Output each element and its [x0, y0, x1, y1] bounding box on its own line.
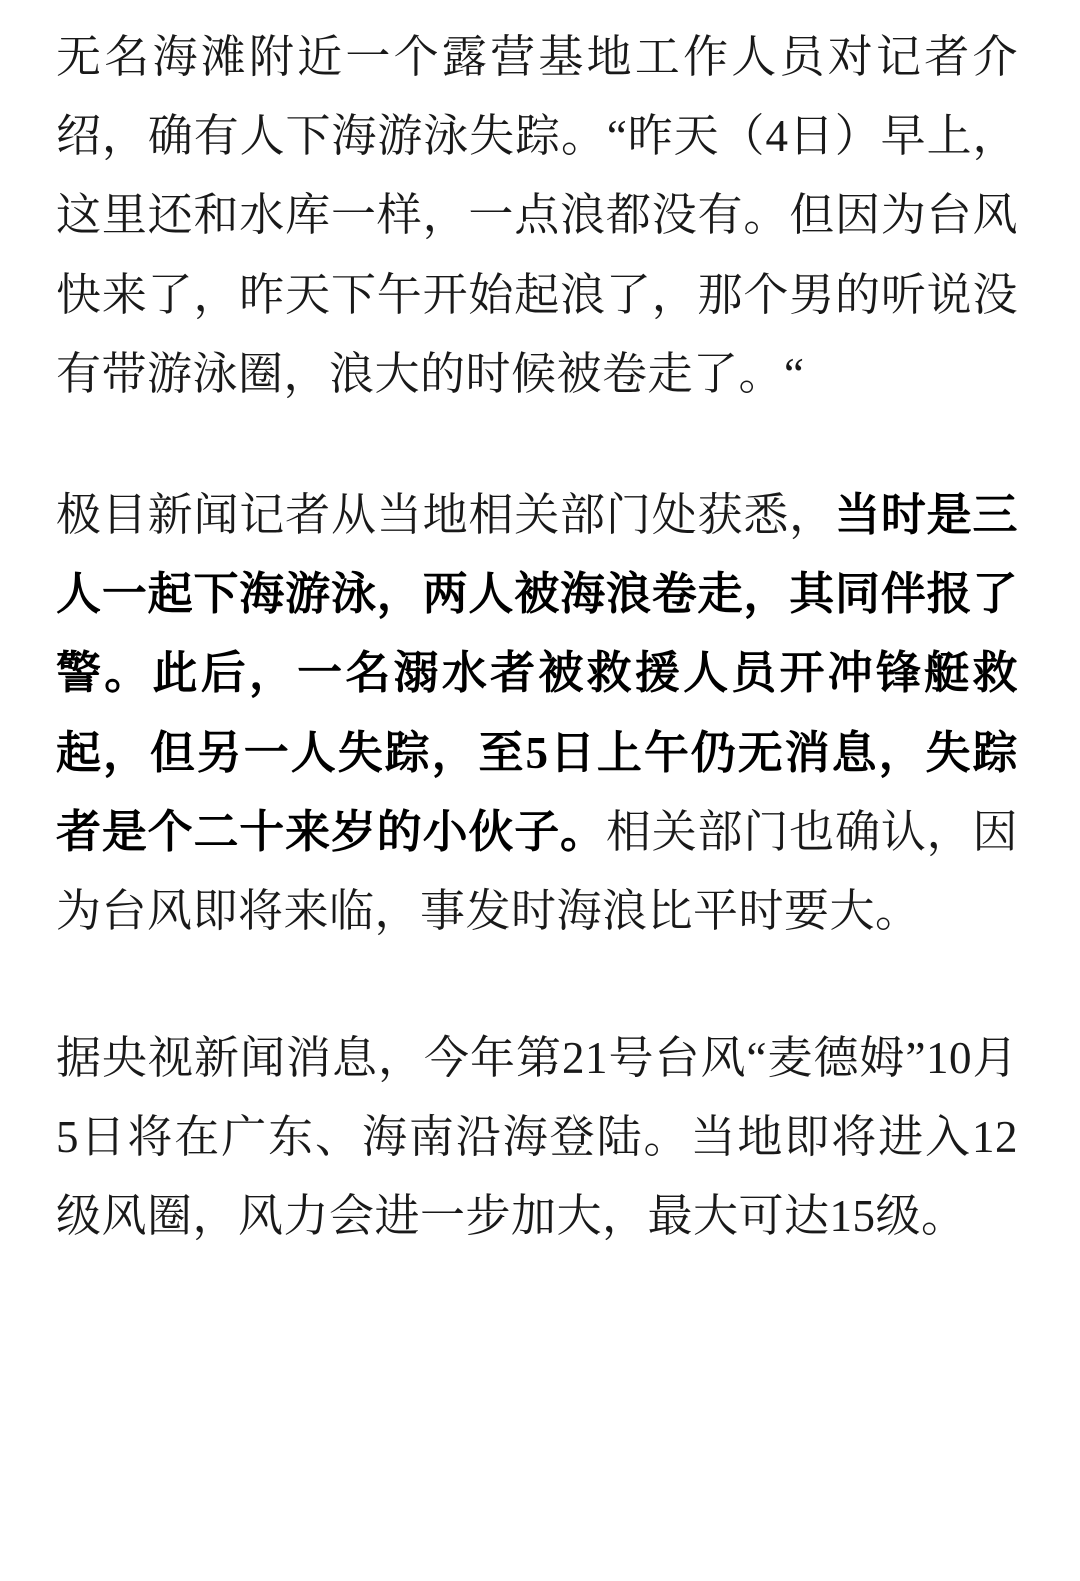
paragraph-2-lead-text: 极目新闻记者从当地相关部门处获悉， [56, 489, 835, 540]
paragraph-1-text: 无名海滩附近一个露营基地工作人员对记者介绍，确有人下海游泳失踪。“昨天（4日）早上，这里还和水库一样，一点浪都没有。但因为台风快来了，昨天下午开始起浪了，那个男的听说没有带游泳圈，浪大的时候被卷走了。“ [56, 32, 1018, 399]
paragraph-3-text: 据央视新闻消息，今年第21号台风“麦德姆”10月5日将在广东、海南沿海登陆。当地即将进入12级风圈，风力会进一步加大，最大可达15级。 [56, 1033, 1018, 1242]
paragraph-2-emphasis-text: 当时是三人一起下海游泳，两人被海浪卷走，其同伴报了警。此后，一名溺水者被救援人员开冲锋艇救起，但另一人失踪，至5日上午仍无消息，失踪者是个二十来岁的小伙子。 [56, 489, 1018, 857]
paragraph-2-tail-text: 相关部门也确认，因为台风即将来临，事发时海浪比平时要大。 [56, 806, 1018, 936]
article-paragraph-2 [56, 476, 1018, 951]
article-paragraph-1 [56, 18, 1018, 414]
article-paragraph-3 [56, 1019, 1018, 1257]
